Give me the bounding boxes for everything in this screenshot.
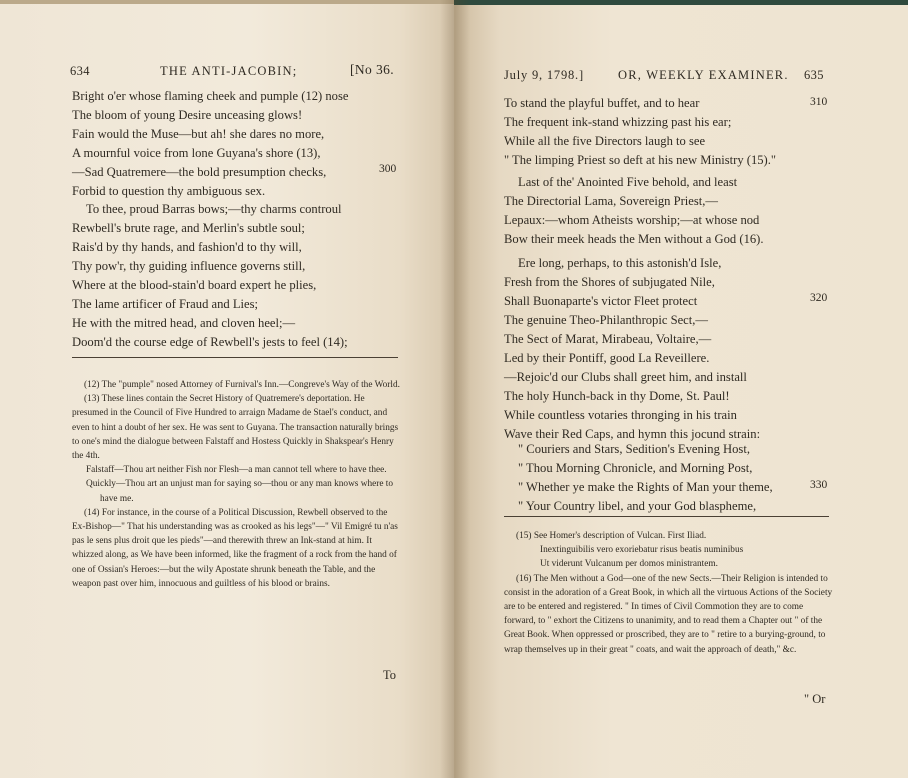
right-verse-block-1 bbox=[504, 94, 776, 170]
verse-line: To thee, proud Barras bows;—thy charms controul bbox=[86, 202, 342, 216]
line-number: 330 bbox=[810, 479, 828, 491]
left-catchword: To bbox=[383, 668, 397, 682]
verse-line: Wave their Red Caps, and hymn this jocund strain: bbox=[504, 427, 761, 441]
right-date: July 9, 1798.] bbox=[504, 68, 584, 82]
verse-line: " Couriers and Stars, Sedition's Evening Host, bbox=[518, 442, 750, 456]
verse-line: " Your Country libel, and your God blaspheme, bbox=[518, 499, 757, 513]
left-running-title: THE ANTI-JACOBIN; bbox=[160, 64, 298, 78]
verse-line: The lame artificer of Fraud and Lies; bbox=[72, 297, 259, 311]
verse-line: While all the five Directors laugh to see bbox=[504, 134, 706, 148]
verse-line: " Thou Morning Chronicle, and Morning Post, bbox=[518, 461, 753, 475]
top-edge bbox=[454, 0, 908, 5]
verse-line: To stand the playful buffet, and to hear bbox=[504, 96, 700, 110]
verse-line: Where at the blood-stain'd board expert he plies, bbox=[72, 278, 317, 292]
verse-line: The frequent ink-stand whizzing past his ear; bbox=[504, 115, 732, 129]
footnote-15-latin-2: Ut viderunt Vulcanum per domos ministrantem. bbox=[540, 559, 718, 570]
verse-line: Rais'd by thy hands, and fashion'd to thy will, bbox=[72, 240, 302, 254]
footnote-16: (16) The Men without a God—one of the new Sects.—Their Religion is intended to consist in the adoration of a Great Book, in which all the virtuous Actions of the Society are to be entered and registered. " In times of Civil Commotion they are to come forward, to " exhort the Citizens to unanimity, and to read them a Chapter out " of the Great Book. When oppressed or proscribed, they are to " retire to a burying-ground, to wrap themselves up in their great " coats, and wait the approach of death," &c. bbox=[504, 573, 833, 655]
left-page-number: 634 bbox=[70, 64, 90, 78]
footnote-15: (15) See Homer's description of Vulcan. First Iliad. bbox=[516, 531, 707, 541]
verse-line: Fresh from the Shores of subjugated Nile, bbox=[504, 275, 715, 289]
footnote-quote-quickly: Quickly—Thou art an unjust man for saying so—thou or any man knows where to have me. bbox=[86, 479, 394, 504]
verse-line: Forbid to question thy ambiguous sex. bbox=[72, 184, 266, 198]
footnote-rule bbox=[72, 357, 398, 358]
footnote-14: (14) For instance, in the course of a Political Discussion, Rewbell observed to the Ex-Bishop—" That his understanding was as crooked as his legs"—" Vil Emigré tu n'as pas le sens plus droit que les pieds"—and therewith threw an Ink-stand at him. It whizzed along, as We have been informed, like the fragment of a rock from the hand of one of Ossian's Heroes:—but the wily Apostate shrunk beneath the Table, and the weapon past over him, innocuous and guiltless of his blood or brains. bbox=[72, 507, 398, 589]
verse-line: " Whether ye make the Rights of Man your theme, bbox=[518, 480, 773, 494]
verse-line: Bow their meek heads the Men without a God (16). bbox=[504, 232, 764, 246]
right-running-title: OR, WEEKLY EXAMINER. bbox=[618, 68, 789, 82]
verse-line: The Sect of Marat, Mirabeau, Voltaire,— bbox=[504, 332, 712, 346]
left-verse-block-1 bbox=[72, 87, 348, 201]
footnote-13: (13) These lines contain the Secret History of Quatremere's deportation. He presumed in the Council of Five Hundred to arraign Madame de Stael's conduct, and even to hint a doubt of her sex. He was sent to Guyana. The transaction naturally brings to one's mind the dialogue between Falstaff and Hostess Quickly in Shakspear's Henry the 4th. bbox=[72, 394, 399, 462]
verse-line: While countless votaries thronging in his train bbox=[504, 408, 737, 422]
right-verse-block-2 bbox=[504, 173, 764, 249]
verse-line: The holy Hunch-back in thy Dome, St. Paul! bbox=[504, 389, 730, 403]
verse-line: Ere long, perhaps, to this astonish'd Isle, bbox=[518, 256, 722, 270]
line-number: 320 bbox=[810, 292, 828, 304]
verse-line: He with the mitred head, and cloven heel;— bbox=[72, 316, 296, 330]
verse-line: Rewbell's brute rage, and Merlin's subtle soul; bbox=[72, 221, 305, 235]
verse-line: The bloom of young Desire unceasing glows! bbox=[72, 108, 303, 122]
right-verse-block-3 bbox=[504, 254, 760, 444]
verse-line: The Directorial Lama, Sovereign Priest,— bbox=[504, 194, 719, 208]
left-issue-number: [No 36. bbox=[350, 62, 395, 77]
left-verse-block-2 bbox=[72, 200, 348, 352]
verse-line: Led by their Pontiff, good La Reveillere. bbox=[504, 351, 710, 365]
verse-line: Fain would the Muse—but ah! she dares no more, bbox=[72, 127, 325, 141]
right-verse-block-4 bbox=[504, 440, 773, 516]
verse-line: Last of the' Anointed Five behold, and least bbox=[518, 175, 738, 189]
footnote-rule bbox=[504, 516, 829, 517]
verse-line: Shall Buonaparte's victor Fleet protect bbox=[504, 294, 698, 308]
right-page bbox=[454, 0, 908, 778]
right-page-number: 635 bbox=[804, 68, 824, 82]
top-edge bbox=[0, 0, 454, 4]
verse-line: Doom'd the course edge of Rewbell's jests to feel (14); bbox=[72, 335, 348, 349]
verse-line: Lepaux:—whom Atheists worship;—at whose nod bbox=[504, 213, 760, 227]
footnote-quote-falstaff: Falstaff—Thou art neither Fish nor Flesh—a man cannot tell where to have thee. bbox=[86, 465, 387, 476]
book-gutter bbox=[440, 0, 470, 778]
line-number: 310 bbox=[810, 96, 828, 108]
footnote-15-latin-1: Inextinguibilis vero exoriebatur risus beatis numinibus bbox=[540, 545, 744, 556]
verse-line: —Sad Quatremere—the bold presumption checks, bbox=[72, 165, 327, 179]
right-footnotes bbox=[504, 529, 834, 657]
footnote-12: (12) The "pumple" nosed Attorney of Furnival's Inn.—Congreve's Way of the World. bbox=[84, 380, 400, 390]
left-footnotes bbox=[72, 378, 400, 591]
verse-line: Thy pow'r, thy guiding influence governs still, bbox=[72, 259, 306, 273]
verse-line: Bright o'er whose flaming cheek and pumple (12) nose bbox=[72, 89, 349, 103]
right-catchword: " Or bbox=[804, 692, 826, 706]
verse-line: —Rejoic'd our Clubs shall greet him, and install bbox=[504, 370, 747, 384]
verse-line: " The limping Priest so deft at his new Ministry (15)." bbox=[504, 153, 777, 167]
line-number: 300 bbox=[379, 163, 397, 175]
verse-line: The genuine Theo-Philanthropic Sect,— bbox=[504, 313, 709, 327]
verse-line: A mournful voice from lone Guyana's shore (13), bbox=[72, 146, 321, 160]
